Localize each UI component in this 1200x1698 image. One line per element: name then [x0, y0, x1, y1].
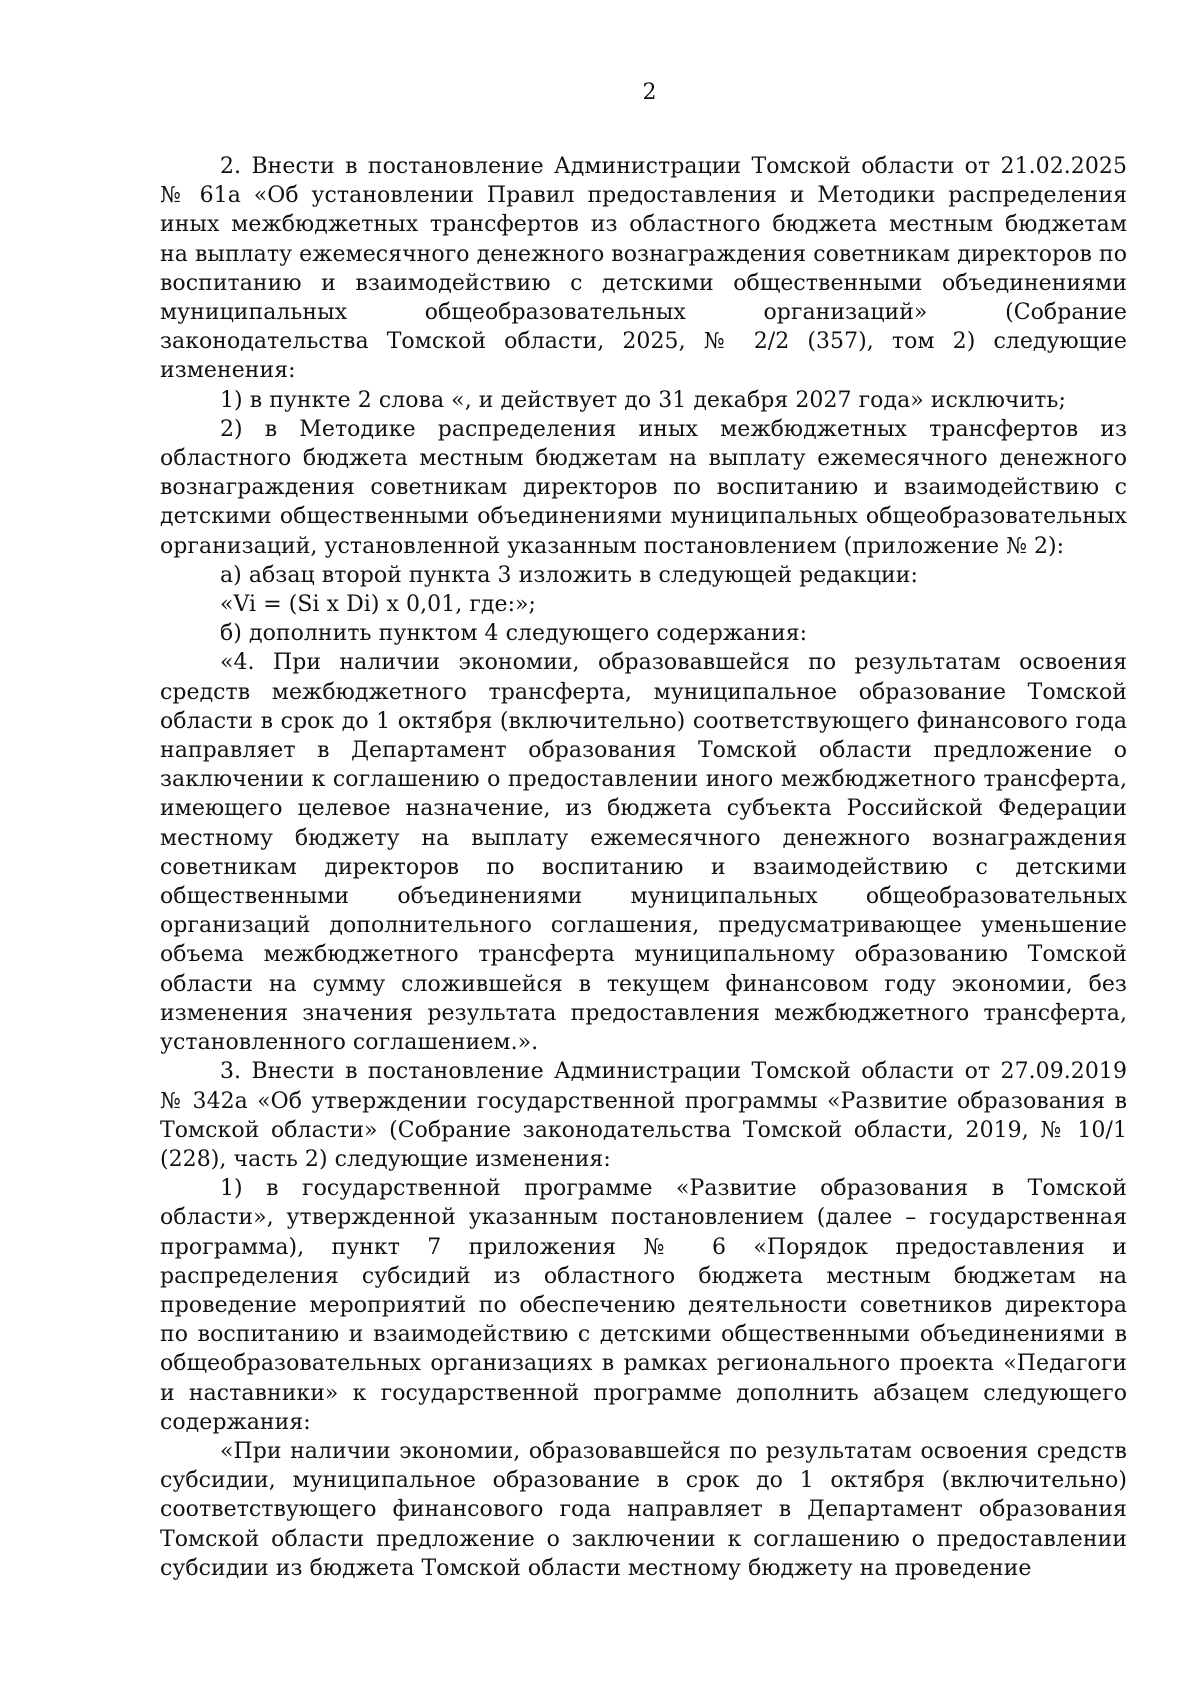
paragraph-subitem-2-1: 1) в пункте 2 слова «, и действует до 31 декабря 2027 года» исключить;	[220, 387, 1066, 413]
paragraph-subitem-2-2-b: б) дополнить пунктом 4 следующего содержания:	[220, 621, 808, 647]
paragraph-item-3: 3. Внести в постановление Администрации Томской области от 27.09.2019 № 342а «Об утверждении государственной программы «Развитие образования в Томской области» (Собрание законодательства Томской области, 2019, № 10/1 (228), часть 2) следующие изменения:	[160, 1059, 1127, 1172]
paragraph-item-2: 2. Внести в постановление Администрации Томской области от 21.02.2025 № 61а «Об установлении Правил предоставления и Методики распределения иных межбюджетных трансфертов из областного бюджета местным бюджетам на выплату ежемесячного денежного вознаграждения советникам директоров по воспитанию и взаимодействию с детскими общественными объединениями муниципальных общеобразовательных организаций» (Собрание законодательства Томской области, 2025, № 2/2 (357), том 2) следующие изменения:	[160, 154, 1127, 384]
page-number: 2	[642, 80, 657, 105]
paragraph-subitem-2-2-a: а) абзац второй пункта 3 изложить в следующей редакции:	[220, 562, 918, 588]
document-body	[160, 152, 1127, 1583]
paragraph-formula: «Vi = (Si x Di) x 0,01, где:»;	[220, 592, 536, 618]
paragraph-subitem-3-1: 1) в государственной программе «Развитие образования в Томской области», утвержденной указанным постановлением (далее – государственная программа), пункт 7 приложения № 6 «Порядок предоставления и распределения субсидий из областного бюджета местным бюджетам на проведение мероприятий по обеспечению деятельности советников директора по воспитанию и взаимодействию с детскими общественными объединениями в общеобразовательных организациях в рамках регионального проекта «Педагоги и наставники» к государственной программе дополнить абзацем следующего содержания:	[160, 1176, 1127, 1435]
paragraph-clause-4: «4. При наличии экономии, образовавшейся по результатам освоения средств межбюджетного трансферта, муниципальное образование Томской области в срок до 1 октября (включительно) соответствующего финансового года направляет в Департамент образования Томской области предложение о заключении к соглашению о предоставлении иного межбюджетного трансферта, имеющего целевое назначение, из бюджета субъекта Российской Федерации местному бюджету на выплату ежемесячного денежного вознаграждения советникам директоров по воспитанию и взаимодействию с детскими общественными объединениями муниципальных общеобразовательных организаций дополнительного соглашения, предусматривающее уменьшение объема межбюджетного трансферта муниципальному образованию Томской области на сумму сложившейся в текущем финансовом году экономии, без изменения значения результата предоставления межбюджетного трансферта, установленного соглашением.».	[160, 650, 1127, 1056]
paragraph-new-paragraph: «При наличии экономии, образовавшейся по результатам освоения средств субсидии, муниципальное образование в срок до 1 октября (включительно) соответствующего финансового года направляет в Департамент образования Томской области предложение о заключении к соглашению о предоставлении субсидии из бюджета Томской области местному бюджету на проведение	[160, 1438, 1127, 1581]
paragraph-subitem-2-2: 2) в Методике распределения иных межбюджетных трансфертов из областного бюджета местным бюджетам на выплату ежемесячного денежного вознаграждения советникам директоров по воспитанию и взаимодействию с детскими общественными объединениями муниципальных общеобразовательных организаций, установленной указанным постановлением (приложение № 2):	[160, 416, 1127, 559]
